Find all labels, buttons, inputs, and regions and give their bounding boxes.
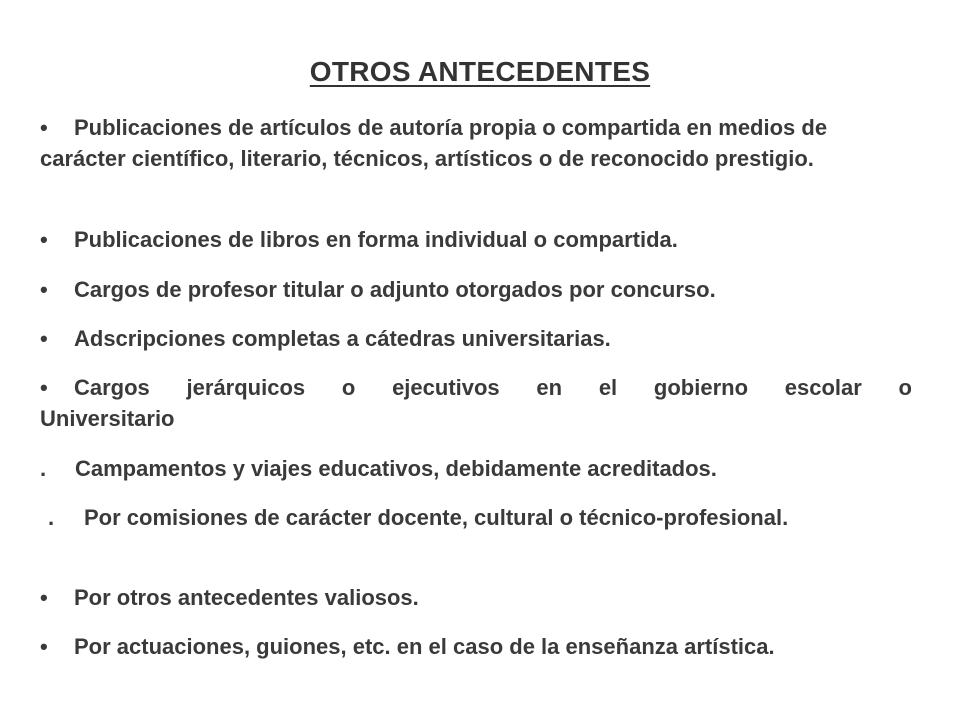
bullet-marker: • [40,115,48,140]
list-item [40,112,912,174]
list-item-text: Adscripciones completas a cátedras universitarias. [74,326,611,351]
list-item-text: Campamentos y viajes educativos, debidamente acreditados. [75,456,717,481]
bullet-marker: • [40,277,48,302]
list-item-text: Por actuaciones, guiones, etc. en el caso de la enseñanza artística. [74,634,775,659]
page-title: OTROS ANTECEDENTES [309,56,651,87]
bullet-marker: • [40,375,48,400]
list-item [40,582,912,613]
bullet-marker: . [40,456,47,481]
bullet-marker: • [40,326,48,351]
list-item [40,323,912,354]
list-item [40,274,912,305]
bullet-marker: • [40,585,48,610]
list-item-text: Cargos de profesor titular o adjunto otorgados por concurso. [74,277,716,302]
bullet-marker: • [40,227,48,252]
list-item [40,502,912,533]
list-item-text: Por comisiones de carácter docente, cultural o técnico-profesional. [84,505,789,530]
list-item-text: Publicaciones de libros en forma individual o compartida. [74,227,678,252]
list-item-text: Cargos jerárquicos o ejecutivos en el gobierno escolar o Universitario [40,375,912,431]
list-item [40,453,912,484]
list-item-text: Por otros antecedentes valiosos. [74,585,419,610]
bullet-marker: • [40,634,48,659]
list-item [40,224,912,255]
list-item-text: Publicaciones de artículos de autoría propia o compartida en medios de carácter científico, literario, técnicos, artísticos o de reconocido prestigio. [40,115,828,171]
list-item [40,631,912,662]
list-item [40,372,912,434]
bullet-marker: . [48,505,55,530]
